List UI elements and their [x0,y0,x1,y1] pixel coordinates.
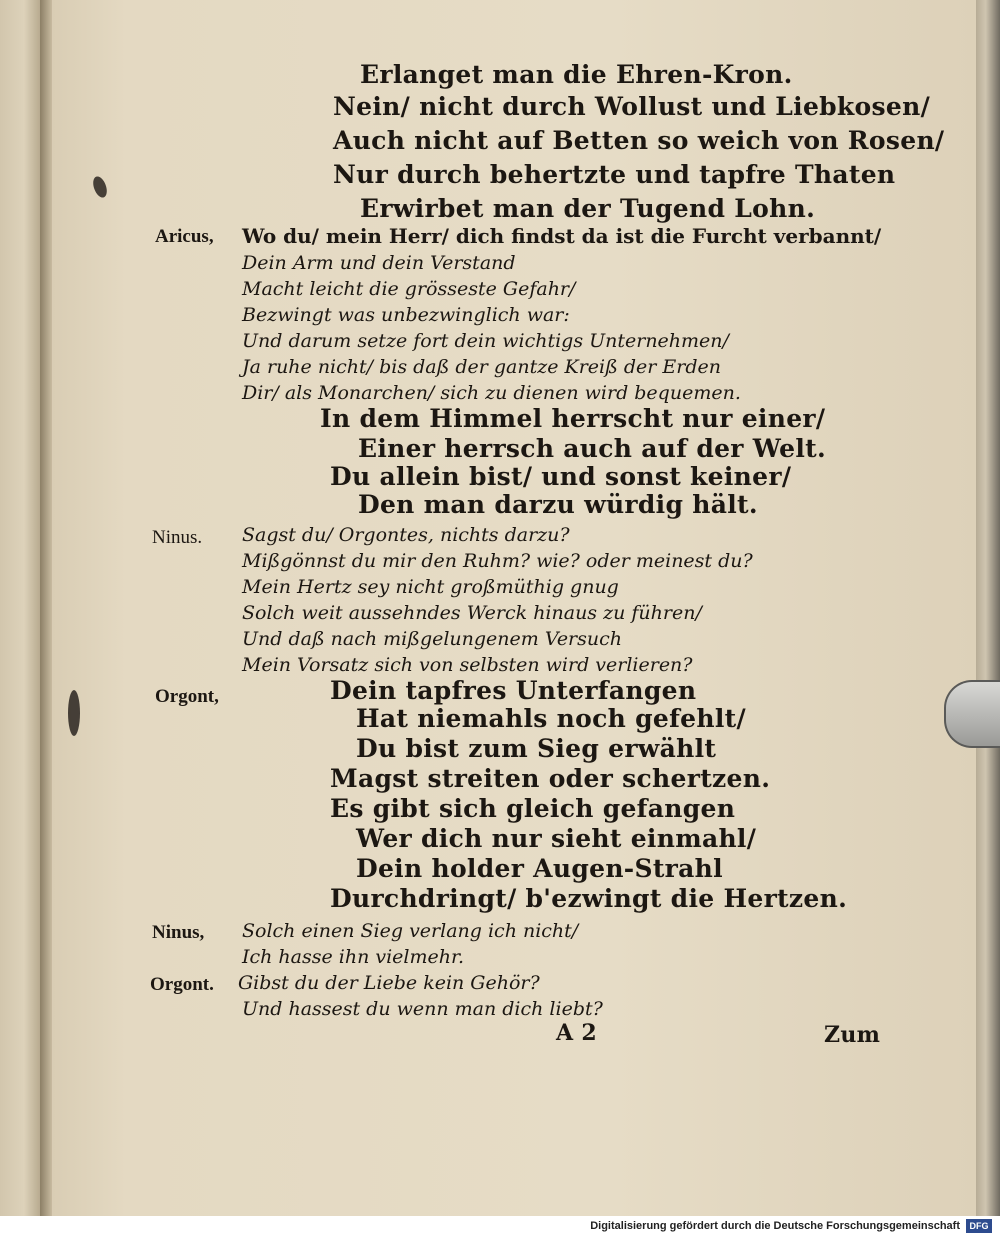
signature-mark: A 2 [556,1020,597,1046]
verse-line: Dein Arm und dein Verstand [242,252,516,274]
verse-line: Dir/ als Monarchen/ sich zu dienen wird bequemen. [242,382,741,404]
verse-line: Ich hasse ihn vielmehr. [242,946,465,968]
verse-line: Bezwingt was unbezwinglich war: [242,304,570,326]
previous-page-edge [0,0,40,1216]
verse-line: Erlanget man die Ehren-Kron. [360,60,793,89]
book-clamp [944,680,1000,748]
verse-line: Dein tapfres Unterfangen [330,676,697,705]
verse-line: Du allein bist/ und sonst keiner/ [330,462,792,491]
verse-line: Nur durch behertzte und tapfre Thaten [333,160,896,189]
verse-line: Und daß nach mißgelungenem Versuch [242,628,623,650]
verse-line: Macht leicht die grösseste Gefahr/ [242,278,576,300]
speaker-label: Orgont, [155,686,219,707]
verse-line: Ja ruhe nicht/ bis daß der gantze Kreiß der Erden [242,356,721,378]
verse-line: Mißgönnst du mir den Ruhm? wie? oder meinest du? [242,550,753,572]
page-edge [976,0,1000,1216]
verse-line: Magst streiten oder schertzen. [330,764,771,793]
speaker-label: Ninus. [152,527,203,548]
verse-line: Durchdringt/ b'ezwingt die Hertzen. [330,884,848,913]
verse-line: Es gibt sich gleich gefangen [330,794,736,823]
book-gutter [40,0,52,1216]
verse-line: Wer dich nur sieht einmahl/ [356,824,757,853]
verse-line: Solch weit aussehndes Werck hinaus zu führen/ [242,602,702,624]
verse-line: Erwirbet man der Tugend Lohn. [360,194,816,223]
verse-line: Auch nicht auf Betten so weich von Rosen/ [333,126,945,155]
verse-line: Einer herrsch auch auf der Welt. [358,434,826,463]
verse-line: Mein Vorsatz sich von selbsten wird verlieren? [242,654,693,676]
verse-line: Mein Hertz sey nicht großmüthig gnug [242,576,619,598]
verse-line: In dem Himmel herrscht nur einer/ [320,404,826,433]
footer-credit: Digitalisierung gefördert durch die Deutsche Forschungsgemeinschaft [0,1216,1000,1236]
verse-line: Wo du/ mein Herr/ dich findst da ist die Furcht verbannt/ [242,224,882,248]
verse-line: Du bist zum Sieg erwählt [356,734,717,763]
speaker-label: Aricus, [155,226,214,247]
verse-line: Solch einen Sieg verlang ich nicht/ [242,920,579,942]
verse-line: Sagst du/ Orgontes, nichts darzu? [242,524,570,546]
ink-blot [68,690,80,736]
verse-line: Und hassest du wenn man dich liebt? [242,998,603,1020]
dfg-logo: DFG [966,1219,992,1233]
verse-line: Hat niemahls noch gefehlt/ [356,704,746,733]
speaker-label: Orgont. [150,974,214,995]
verse-line: Den man darzu würdig hält. [358,490,758,519]
speaker-label: Ninus, [152,922,205,943]
verse-line: Dein holder Augen-Strahl [356,854,723,883]
verse-line: Nein/ nicht durch Wollust und Liebkosen/ [333,92,931,121]
verse-line: Und darum setze fort dein wichtigs Unternehmen/ [242,330,729,352]
catchword: Zum [824,1022,881,1048]
verse-line: Gibst du der Liebe kein Gehör? [238,972,540,994]
